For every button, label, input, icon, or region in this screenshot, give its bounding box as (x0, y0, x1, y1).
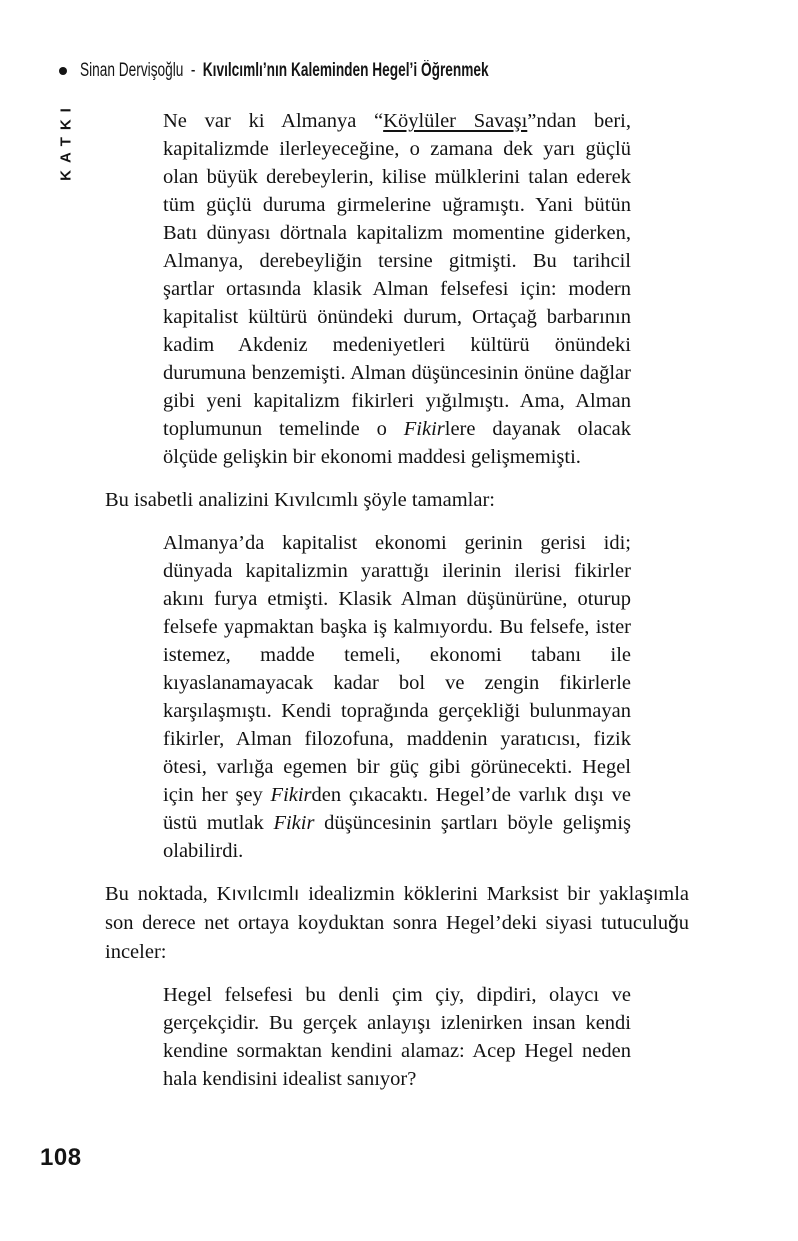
running-header (59, 59, 648, 83)
text-segment: Bu noktada, K (105, 883, 232, 905)
text-segment: klerini Marksist bir yakla (424, 883, 644, 905)
italic-text-segment: Fikir (273, 812, 315, 834)
text-segment: den çıkacaktı. Hegel’de varlık dışı ve üstü mutlak (163, 784, 631, 834)
underlined-text-segment: Köylüler Savaşı (383, 110, 528, 132)
text-segment: ı (267, 884, 273, 905)
italic-text-segment: Fikir (403, 418, 445, 440)
series-label-katki: KATKI (57, 101, 75, 181)
text-segment: Almanya’da kapitalist ekonomi gerinin gerisi idi; dünyada kapitalizmin yarattığı ilerinin ilerisi fikirler akını furya etmişti. Klasik Alman düşünürüne, oturup felsefe yapmaktan başka iş kalmıyordu. Bu felsefe, ister istemez, madde temeli, ekonomi tabanı ile kıyaslanamayacak kadar bol ve zengin fikirlerle karşılaşmıştı. Kendi toprağında gerçekliği bulunmayan fikirler, Alman filozofuna, maddenin yaratıcısı, fizik ötesi, varlığa egemen bir güç gibi görünecekti. Hegel için her şey (163, 532, 631, 806)
text-segment: Bu isabetli analizini Kıvılcımlı şöyle tamamlar: (105, 489, 495, 511)
text-segment: Hegel felsefesi bu denli çim çiy, dipdiri, olaycı ve gerçekçidir. Bu gerçek anlayışı izlenirken insan kendi kendine sormaktan kendini alamaz: Acep Hegel neden hala kendisini idealist sanıyor? (163, 984, 631, 1090)
block-quote-paragraph (163, 981, 631, 1093)
text-segment: ”ndan beri, kapitalizmde ilerleyeceğine, o zamana dek yarı güçlü olan büyük derebeylerin, kilise mülklerini talan ederek tüm güçlü duruma girmelerine uğramıştı. Yani bütün Batı dünyası dörtnala kapitalizm momentine giderken, Almanya, derebeyliğin tersine gitmişti. Bu tarihcil şartlar ortasında klasik Alman felsefesi için: modern kapitalist kültürü önündeki durum, Ortaçağ barbarının kadim Akdeniz medeniyetleri kültürü önündeki durumuna benzemişti. Alman düşüncesinin önüne dağlar gibi yeni kapitalizm fikirleri yığılmıştı. Ama, Alman toplumunun temelinde o (163, 110, 631, 440)
text-segment: v (236, 883, 248, 905)
text-segment: şı (643, 884, 659, 905)
text-segment: lere dayanak olacak ölçüde gelişkin bir ekonomi maddesi gelişmemişti. (163, 418, 631, 468)
text-segment: ö (413, 884, 425, 905)
text-segment: u inceler: (105, 912, 689, 963)
text-segment: lc (252, 883, 268, 905)
text-segment: ı (294, 884, 300, 905)
text-segment: ml (272, 883, 295, 905)
body-paragraph (105, 880, 689, 966)
block-quote-paragraph (163, 529, 631, 865)
header-chapter-title: Kıvılcımlı’nın Kaleminden Hegel’i Öğrenmek (202, 60, 489, 81)
header-text (80, 60, 489, 82)
text-segment: ğ (668, 913, 679, 934)
page-number: 108 (40, 1144, 82, 1171)
header-author: Sinan Dervişoğlu (80, 60, 184, 81)
text-segment: idealizmin k (299, 883, 414, 905)
text-segment: ı (247, 884, 253, 905)
block-quote-paragraph (163, 107, 631, 471)
text-segment: mla son derece net ortaya koyduktan sonra Hegel’deki siyasi tutuculu (105, 883, 689, 934)
text-segment: ı (231, 884, 237, 905)
page-body (105, 107, 689, 1108)
text-segment: Ne var ki Almanya “ (163, 110, 384, 132)
italic-text-segment: Fikir (270, 784, 312, 806)
header-separator: - (190, 60, 196, 81)
bullet-icon (59, 67, 67, 75)
text-segment: düşüncesinin şartları böyle gelişmiş olabilirdi. (163, 812, 632, 862)
body-paragraph (105, 486, 689, 514)
